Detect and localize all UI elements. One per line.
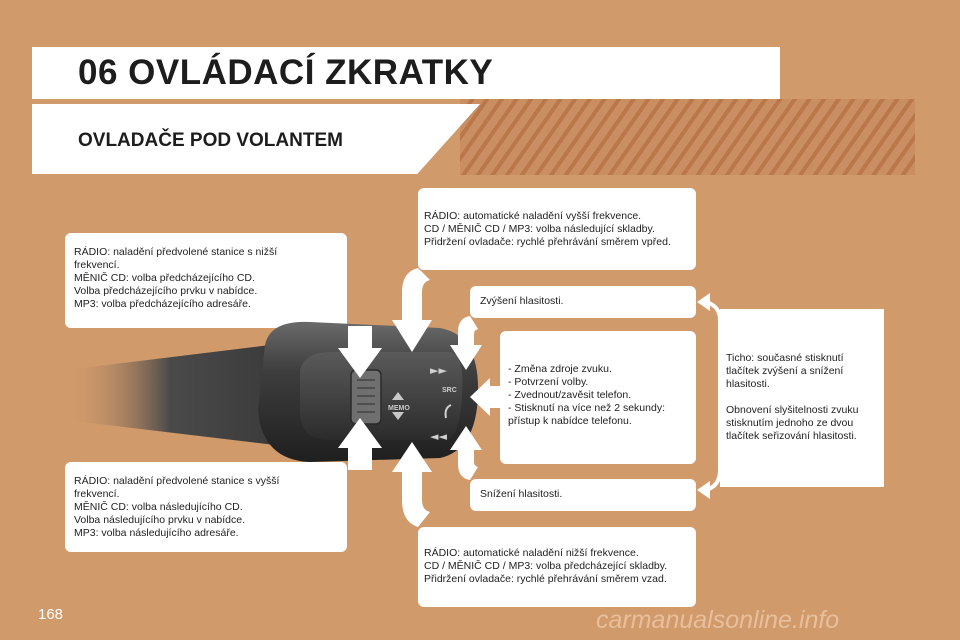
info-text: MĚNIČ CD: volba následujícího CD. <box>74 501 243 513</box>
info-text: přístup k nabídce telefonu. <box>508 415 632 427</box>
section-title: OVLADAČE POD VOLANTEM <box>78 130 343 151</box>
info-text: Zvýšení hlasitosti. <box>480 295 564 307</box>
info-text: RÁDIO: naladění předvolené stanice s nižší frekvencí. <box>74 246 278 271</box>
info-text: RÁDIO: automatické naladění nižší frekvence. <box>424 547 639 559</box>
volume-bracket <box>706 302 720 490</box>
info-text: Snížení hlasitosti. <box>480 488 563 500</box>
info-text: - Změna zdroje zvuku. <box>508 363 612 375</box>
seek-back-icon: ◄◄ <box>430 430 447 443</box>
page-number: 168 <box>38 606 64 623</box>
memo-label: MEMO <box>388 405 410 412</box>
info-text: RÁDIO: automatické naladění vyšší frekvence. <box>424 210 642 222</box>
info-text: Přidržení ovladače: rychlé přehrávání směrem vpřed. <box>424 236 671 248</box>
seek-forward-icon: ►► <box>430 364 447 377</box>
info-text: CD / MĚNIČ CD / MP3: volba následující skladby. <box>424 223 655 235</box>
info-text: Volba předcházejícího prvku v nabídce. <box>74 285 258 297</box>
watermark: carmanualsonline.info <box>596 606 840 634</box>
src-label: SRC <box>442 387 457 394</box>
info-text: - Zvednout/zavěsit telefon. <box>508 389 632 401</box>
bracket-bottom-arrow-icon <box>697 481 710 499</box>
stalk-arm <box>65 345 275 445</box>
info-text: RÁDIO: naladění předvolené stanice s vyšší frekvencí. <box>74 475 280 500</box>
info-text: Volba následujícího prvku v nabídce. <box>74 514 246 526</box>
info-text: MĚNIČ CD: volba předcházejícího CD. <box>74 272 255 284</box>
info-text: MP3: volba následujícího adresáře. <box>74 527 239 539</box>
info-text: - Stisknutí na více než 2 sekundy: <box>508 402 665 414</box>
info-text: MP3: volba předcházejícího adresáře. <box>74 298 251 310</box>
thumbwheel <box>351 370 381 424</box>
info-text: Ticho: současné stisknutí tlačítek zvýšení a snížení hlasitosti. <box>726 352 844 390</box>
bracket-top-arrow-icon <box>697 293 710 311</box>
info-text: Obnovení slyšitelnosti zvuku stisknutím jednoho ze dvou tlačítek seřizování hlasitosti. <box>726 404 859 442</box>
info-text: - Potvrzení volby. <box>508 376 589 388</box>
info-text: CD / MĚNIČ CD / MP3: volba předcházející skladby. <box>424 560 668 572</box>
page-title: 06 OVLÁDACÍ ZKRATKY <box>78 53 494 92</box>
info-text: Přidržení ovladače: rychlé přehrávání směrem vzad. <box>424 573 667 585</box>
